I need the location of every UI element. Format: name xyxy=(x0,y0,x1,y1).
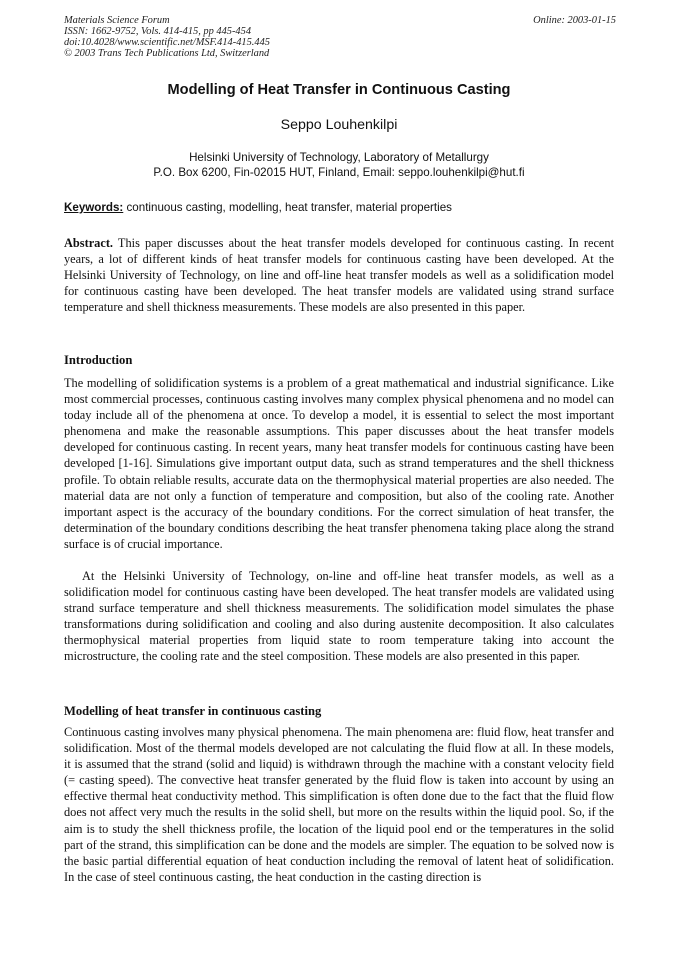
affiliation xyxy=(0,150,678,180)
copyright-line: © 2003 Trans Tech Publications Ltd, Switzerland xyxy=(64,48,270,59)
introduction-paragraph-2: At the Helsinki University of Technology, on-line and off-line heat transfer models, as well as a solidification model for continuous casting have been developed. The heat transfer models are validated using strand surface temperature and shell thickness measurements. The solidification model simulates the phase transformations during solidification and cooling and also during austenite decomposition. It also calculates thermophysical material properties from liquid state to room temperature taking into account the microstructure, the cooling rate and the steel composition. These models are also presented in this paper. xyxy=(64,569,614,664)
paper-title: Modelling of Heat Transfer in Continuous Casting xyxy=(167,82,511,98)
affiliation-line-2: P.O. Box 6200, Fin-02015 HUT, Finland, Email: seppo.louhenkilpi@hut.fi xyxy=(153,166,525,179)
keywords-text: continuous casting, modelling, heat transfer, material properties xyxy=(123,201,452,214)
abstract-label: Abstract. xyxy=(64,236,114,250)
journal-name: Materials Science Forum xyxy=(64,15,170,26)
keywords-label: Keywords: xyxy=(64,201,124,214)
abstract xyxy=(64,235,614,315)
publication-header xyxy=(64,15,616,59)
modelling-paragraph-1: Continuous casting involves many physical phenomena. The main phenomena are: fluid flow, heat transfer and solidification. Most of the thermal models developed are not calculating the fluid flow at all. In these models, it is assumed that the strand (solid and liquid) is withdrawn through the machine with a constant velocity field (= casting speed). The convective heat transfer generated by the fluid flow is taken into account by using an effective thermal heat conductivity method. This simplification is often done due to the fact that the fluid flow does not affect very much the results in the solid shell, but more on the results within the liquid pool. So, if the aim is to study the shell thickness profile, the location of the liquid pool end or the temperatures in the solid part of the strand, this simplification can be done and the models are simpler. The equation to be solved now is the basic partial differential equation of heat conduction including the removal of latent heat of solidification. In the case of steel continuous casting, the heat conduction in the casting direction is xyxy=(64,725,614,884)
issn-line: ISSN: 1662-9752, Vols. 414-415, pp 445-454 xyxy=(64,26,252,37)
modelling-heading: Modelling of heat transfer in continuous casting xyxy=(64,704,322,718)
doi-line: doi:10.4028/www.scientific.net/MSF.414-415.445 xyxy=(64,37,270,48)
keywords xyxy=(64,201,616,214)
author-name: Seppo Louhenkilpi xyxy=(280,117,398,133)
online-date: Online: 2003-01-15 xyxy=(533,15,616,26)
introduction-heading: Introduction xyxy=(64,353,133,367)
abstract-text: This paper discusses about the heat transfer models developed for continuous casting. In recent years, a lot of different kinds of heat transfer models for continuous casting have been developed. At the Helsinki University of Technology, on line and off-line heat transfer models as well as a solidification model for continuous casting have been developed. The heat transfer models are validated using strand surface temperature and shell thickness measurements. These models are also presented in this paper. xyxy=(64,236,614,315)
affiliation-line-1: Helsinki University of Technology, Laboratory of Metallurgy xyxy=(189,151,489,164)
introduction-paragraph-1: The modelling of solidification systems is a problem of a great mathematical and industrial significance. Like most commercial processes, continuous casting involves many complex physical phenomena and no model can today include all of the phenomena at once. To develop a model, it is essential to select the most important phenomena and make the reasonable assumptions. This paper discusses about the heat transfer models developed for continuous casting. In recent years, many heat transfer models for continuous casting have been developed [1-16]. Simulations give important output data, such as strand temperatures and the shell thickness profile. To obtain reliable results, accurate data on the thermophysical material properties are also needed. The material data are not only a function of temperature and composition, but also of the cooling rate. Another important aspect is the accuracy of the boundary conditions. For the correct simulation of heat transfer, the determination of the boundary conditions describing the heat transfer phenomena taking place along the strand surface is of crucial importance. xyxy=(64,376,614,551)
